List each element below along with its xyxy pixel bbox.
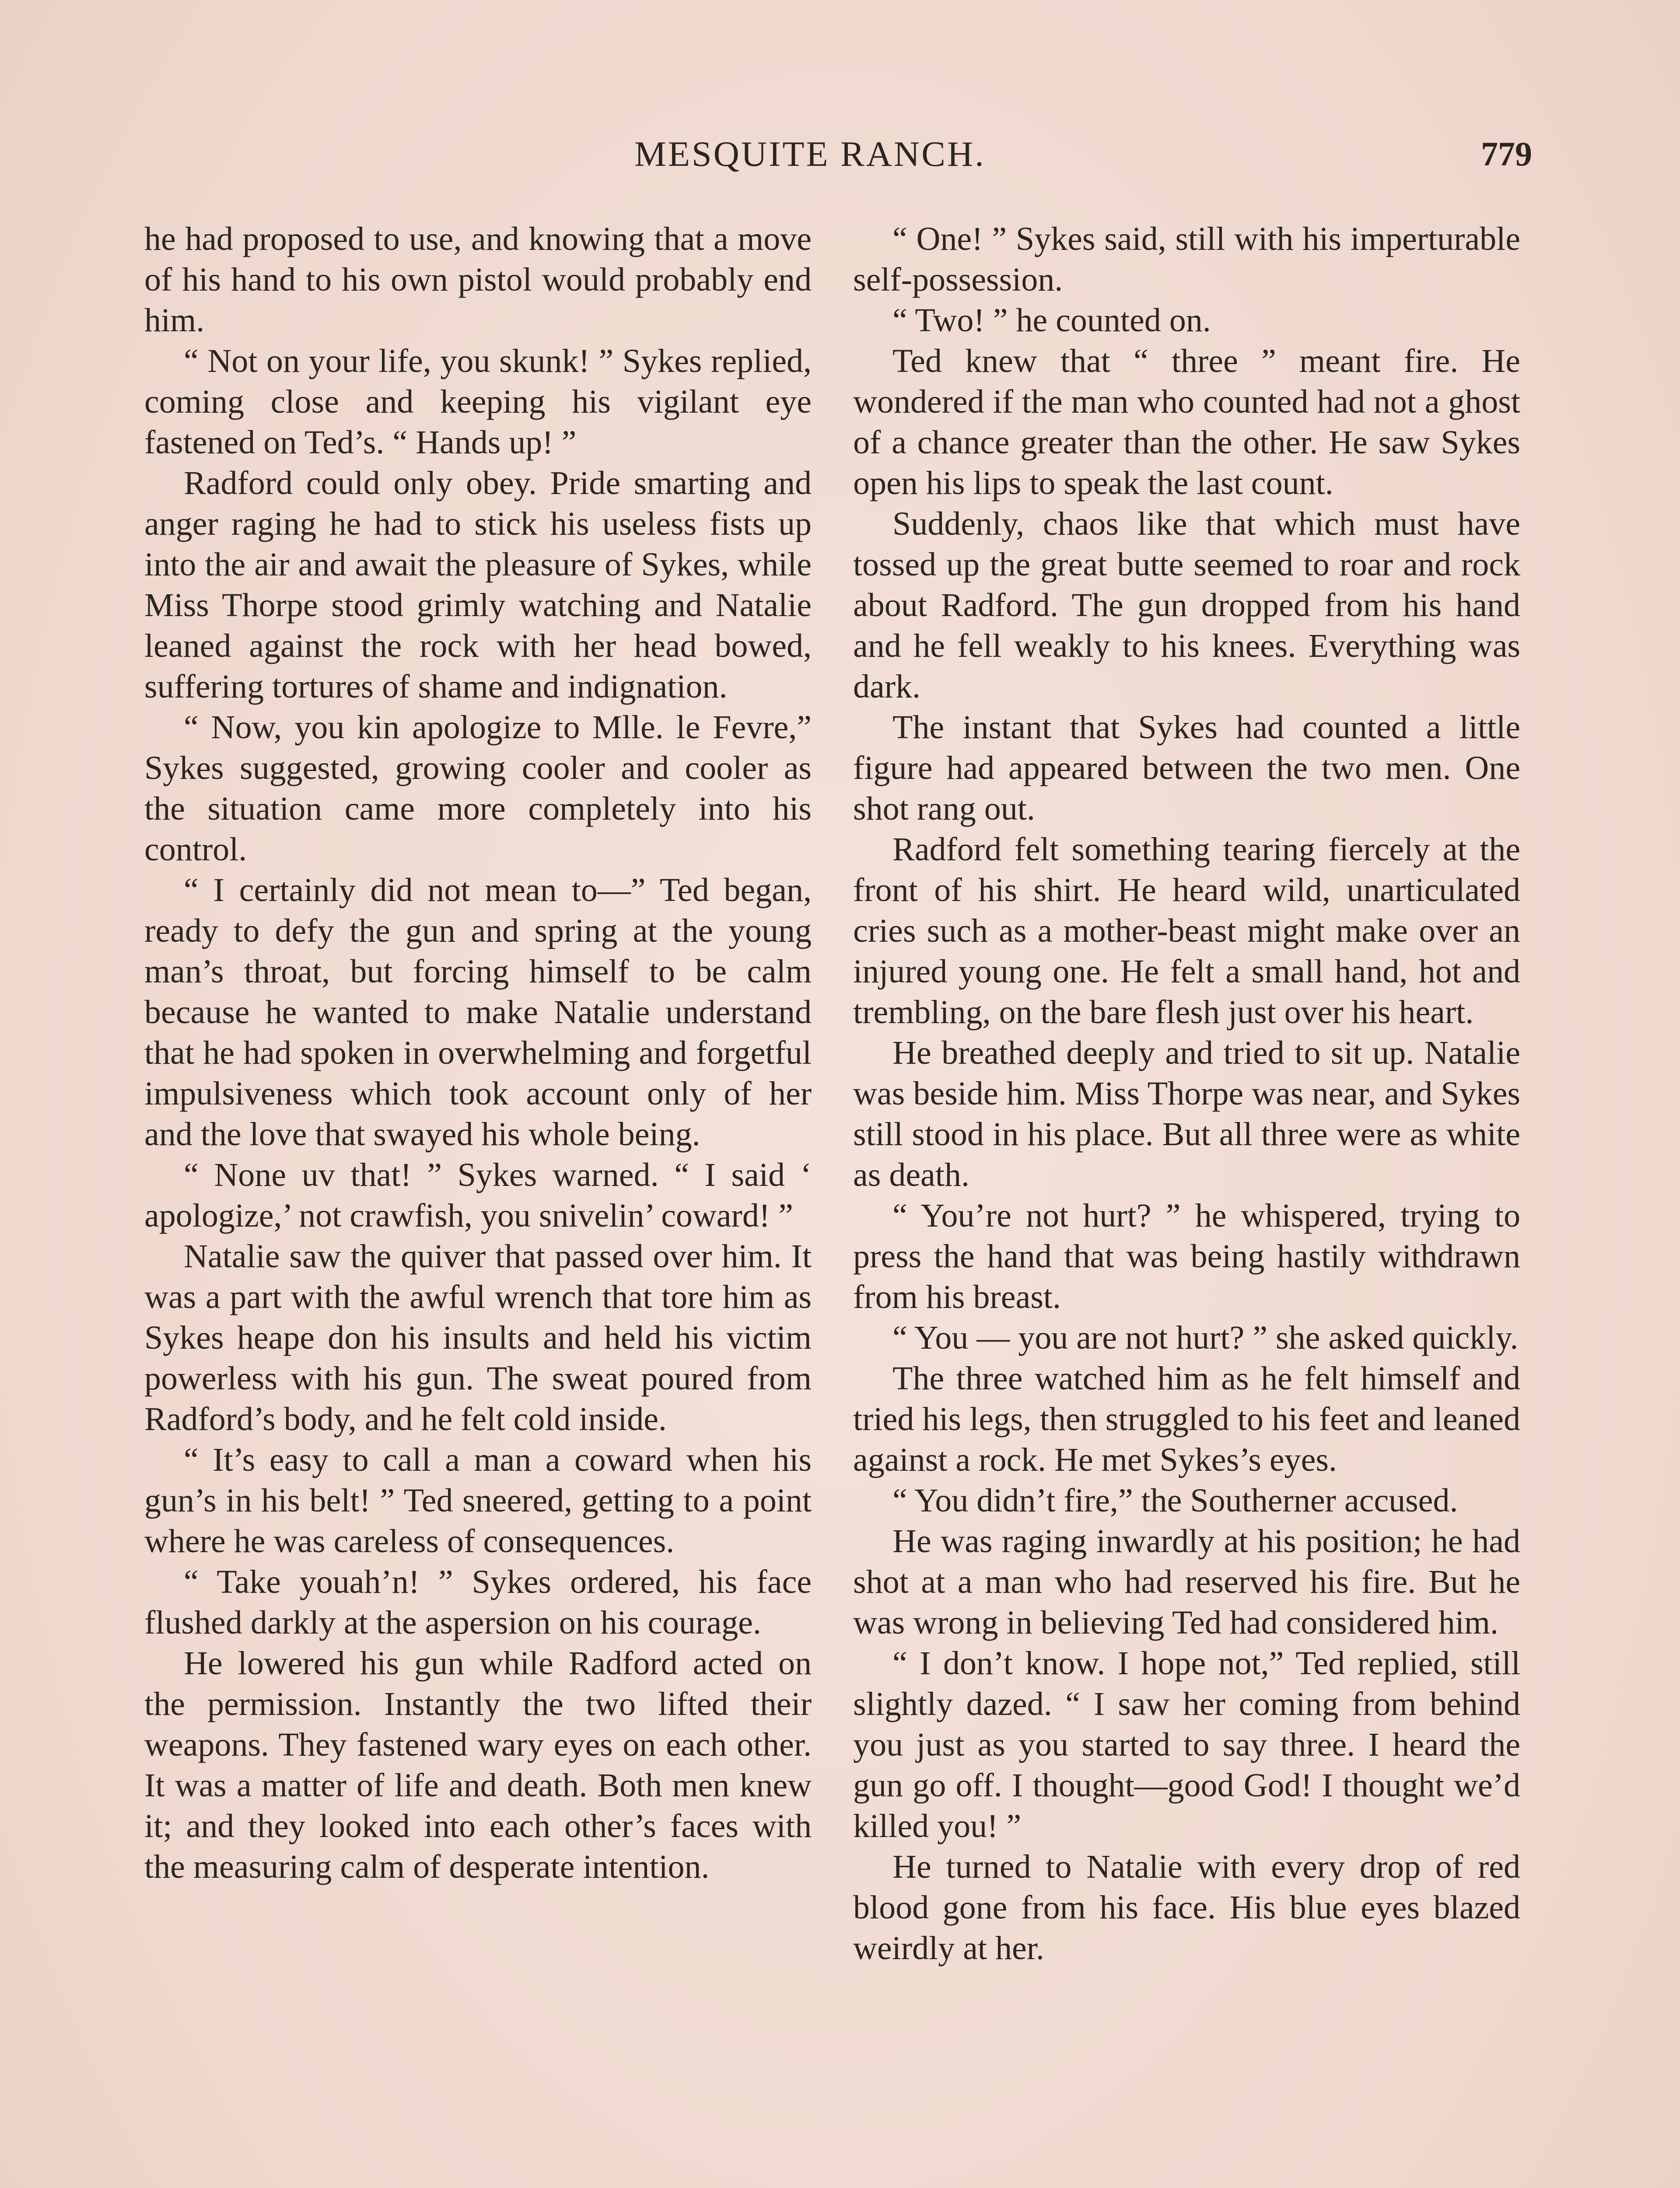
paragraph: “ Now, you kin apologize to Mlle. le Fevre,” Sykes suggested, growing cooler and cooler as the situation came more completely into his control. xyxy=(144,709,812,868)
paragraph: “ You’re not hurt? ” he whispered, trying to press the hand that was being hastily withdrawn from his breast. xyxy=(853,1197,1520,1315)
running-title: MESQUITE RANCH. xyxy=(634,134,986,174)
paragraph: Suddenly, chaos like that which must have tossed up the great butte seemed to roar and rock about Radford. The gun dropped from his hand and he fell weakly to his knees. Everything was dark. xyxy=(853,505,1520,705)
page-number: 779 xyxy=(1481,135,1532,173)
paragraph: He was raging inwardly at his position; he had shot at a man who had reserved his fire. But he was wrong in believing Ted had considered him. xyxy=(853,1523,1520,1641)
paragraph: “ Not on your life, you skunk! ” Sykes replied, coming close and keeping his vigilant eye fastened on Ted’s. “ Hands up! ” xyxy=(144,343,812,461)
paragraph: He turned to Natalie with every drop of red blood gone from his face. His blue eyes blazed weirdly at her. xyxy=(853,1848,1520,1967)
right-text-column xyxy=(853,219,1520,2188)
paragraph: Radford felt something tearing fiercely at the front of his shirt. He heard wild, unarticulated cries such as a mother-beast might make over an injured young one. He felt a small hand, hot and trembling, on the bare flesh just over his heart. xyxy=(853,831,1520,1031)
left-text-column xyxy=(144,219,812,2188)
page-header xyxy=(0,128,1680,180)
paragraph: The three watched him as he felt himself and tried his legs, then struggled to his feet and leaned against a rock. He met Sykes’s eyes. xyxy=(853,1360,1520,1478)
paragraph: “ You — you are not hurt? ” she asked quickly. xyxy=(892,1319,1519,1356)
paragraph: “ It’s easy to call a man a coward when his gun’s in his belt! ” Ted sneered, getting to a point where he was careless of consequences. xyxy=(144,1441,812,1560)
paragraph: Radford could only obey. Pride smarting and anger raging he had to stick his useless fists up into the air and await the pleasure of Sykes, while Miss Thorpe stood grimly watching and Natalie leaned against the rock with her head bowed, suffering tortures of shame and indignation. xyxy=(144,465,812,705)
paragraph: “ One! ” Sykes said, still with his imperturable self-possession. xyxy=(853,221,1520,298)
paragraph: “ You didn’t fire,” the Southerner accused. xyxy=(892,1482,1458,1519)
paragraph: “ Take youah’n! ” Sykes ordered, his face flushed darkly at the aspersion on his courage. xyxy=(144,1564,812,1641)
paragraph: The instant that Sykes had counted a little figure had appeared between the two men. One shot rang out. xyxy=(853,709,1520,827)
paragraph: Ted knew that “ three ” meant fire. He wondered if the man who counted had not a ghost of a chance greater than the other. He saw Sykes open his lips to speak the last count. xyxy=(853,343,1520,501)
paragraph: “ I don’t know. I hope not,” Ted replied, still slightly dazed. “ I saw her coming from behind you just as you started to say three. I heard the gun go off. I thought—good God! I thought we’d killed you! ” xyxy=(853,1645,1520,1844)
paragraph: He lowered his gun while Radford acted on the permission. Instantly the two lifted their weapons. They fastened wary eyes on each other. It was a matter of life and death. Both men knew it; and they looked into each other’s faces with the measuring calm of desperate intention. xyxy=(144,1645,812,1885)
paragraph: “ Two! ” he counted on. xyxy=(892,302,1211,339)
paragraph: He breathed deeply and tried to sit up. Natalie was beside him. Miss Thorpe was near, and Sykes still stood in his place. But all three were as white as death. xyxy=(853,1034,1520,1193)
paragraph: “ I certainly did not mean to—” Ted began, ready to defy the gun and spring at the young man’s throat, but forcing himself to be calm because he wanted to make Natalie understand that he had spoken in overwhelming and forgetful impulsiveness which took account only of her and the love that swayed his whole being. xyxy=(144,872,812,1153)
paragraph: he had proposed to use, and knowing that a move of his hand to his own pistol would probably end him. xyxy=(144,221,812,339)
paragraph: Natalie saw the quiver that passed over him. It was a part with the awful wrench that tore him as Sykes heape don his insults and held his victim powerless with his gun. The sweat poured from Radford’s body, and he felt cold inside. xyxy=(144,1238,812,1438)
paragraph: “ None uv that! ” Sykes warned. “ I said ‘ apologize,’ not crawfish, you snivelin’ coward! ” xyxy=(144,1157,812,1234)
